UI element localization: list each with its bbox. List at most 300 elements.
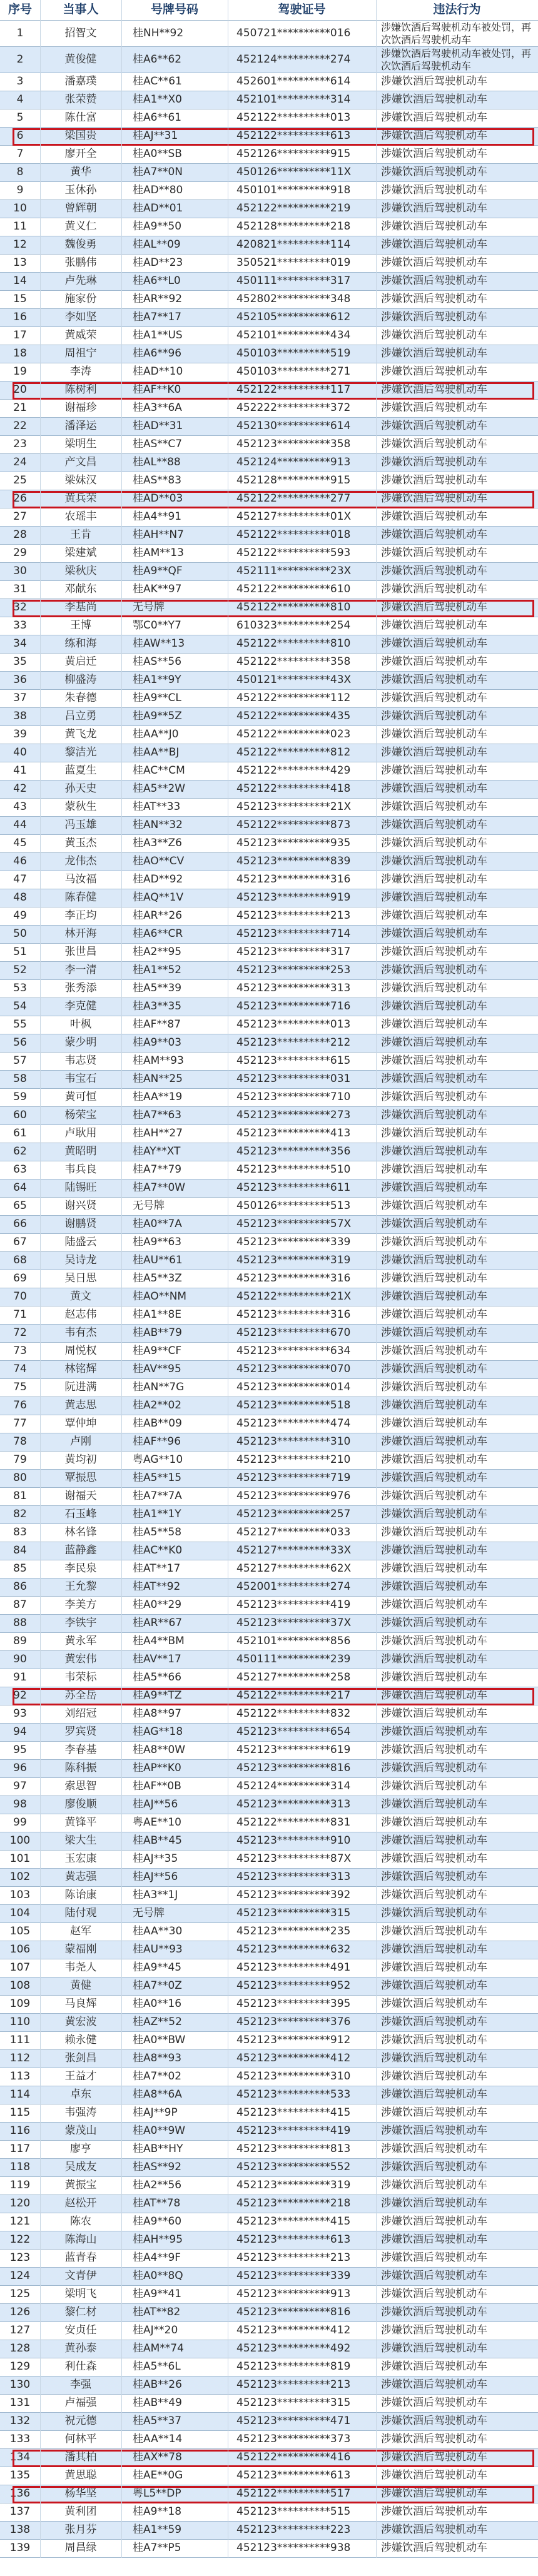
license-number: 452123**********412	[236, 2324, 351, 2337]
table-row	[0, 762, 538, 780]
violation-text: 涉嫌饮酒后驾驶机动车	[381, 1308, 487, 1321]
table-row	[0, 2540, 538, 2558]
table-row	[0, 1107, 538, 1125]
violation-text: 涉嫌饮酒后驾驶机动车	[381, 510, 487, 523]
table-row	[0, 1016, 538, 1034]
party-name: 周悦权	[64, 1345, 97, 1358]
violation-text: 涉嫌饮酒后驾驶机动车	[381, 256, 487, 270]
party-name: 曾辉朝	[64, 202, 97, 215]
violation-text: 涉嫌饮酒后驾驶机动车	[381, 1036, 487, 1049]
row-index: 48	[13, 891, 27, 904]
party-name: 韦有杰	[64, 1326, 97, 1340]
row-index: 10	[13, 202, 27, 215]
violation-text: 涉嫌饮酒后驾驶机动车	[381, 1417, 487, 1430]
row-index: 129	[9, 2360, 31, 2373]
party-name: 潘嘉璞	[64, 75, 97, 88]
license-number: 452123**********533	[236, 2088, 351, 2101]
table-row	[0, 2376, 538, 2395]
license-number: 452127**********01X	[236, 510, 352, 523]
violation-text: 涉嫌饮酒后驾驶机动车	[381, 565, 487, 578]
party-name: 韦兵良	[64, 1163, 97, 1176]
table-row	[0, 2268, 538, 2286]
plate-number: 桂AT**78	[133, 2197, 181, 2210]
license-number: 452123**********257	[236, 1508, 351, 1521]
violation-text: 涉嫌饮酒后驾驶机动车	[381, 547, 487, 560]
license-number: 452122**********277	[236, 492, 351, 505]
table-row	[0, 2014, 538, 2032]
table-row	[0, 2522, 538, 2540]
table-row	[0, 2340, 538, 2358]
table-row	[0, 146, 538, 164]
table-row	[0, 1651, 538, 1669]
violation-text: 涉嫌饮酒后驾驶机动车	[381, 2143, 487, 2156]
table-row	[0, 1433, 538, 1452]
row-index: 87	[13, 1599, 27, 1612]
plate-number: 桂AS**C7	[133, 438, 183, 451]
license-number: 452123**********714	[236, 927, 351, 941]
table-row	[0, 708, 538, 726]
table-row	[0, 998, 538, 1016]
table-row	[0, 1742, 538, 1760]
plate-number: 桂AF**0B	[133, 1780, 181, 1793]
violation-text: 涉嫌饮酒后驾驶机动车	[381, 202, 487, 215]
license-number: 452130**********614	[236, 420, 351, 433]
plate-number: 桂AB**79	[133, 1326, 182, 1340]
license-number: 450111**********239	[236, 1653, 351, 1666]
violation-text: 涉嫌饮酒后驾驶机动车	[381, 2523, 487, 2537]
plate-number: 桂A4**9F	[133, 2251, 181, 2265]
party-name: 邓献东	[64, 583, 97, 596]
table-row	[0, 1633, 538, 1651]
license-number: 452111**********23X	[236, 565, 352, 578]
row-index: 126	[9, 2306, 31, 2319]
table-row	[0, 1578, 538, 1597]
party-name: 马良辉	[64, 1998, 97, 2011]
license-number: 452123**********839	[236, 855, 351, 868]
violation-text: 涉嫌饮酒后驾驶机动车	[381, 2342, 487, 2355]
row-index: 52	[13, 964, 27, 977]
plate-number: 桂A0**BW	[133, 2034, 186, 2047]
plate-number: 桂A1**X0	[133, 93, 182, 106]
violation-text: 涉嫌饮酒后驾驶机动车	[381, 1363, 487, 1376]
table-row	[0, 545, 538, 563]
license-number: 452123**********213	[236, 909, 351, 922]
row-index: 139	[9, 2542, 31, 2555]
plate-number: 桂A5**39	[133, 982, 182, 995]
party-name: 卢耿用	[64, 1127, 97, 1140]
violation-text: 涉嫌饮酒后驾驶机动车	[381, 1707, 487, 1720]
violation-text: 涉嫌饮酒后驾驶机动车	[381, 474, 487, 487]
license-number: 452123**********356	[236, 1145, 351, 1158]
row-index: 27	[13, 510, 27, 523]
party-name: 黄健	[70, 1979, 91, 1993]
license-number: 452122**********831	[236, 1816, 351, 1829]
party-name: 杨华坚	[64, 2487, 97, 2500]
party-name: 卢刚	[70, 1435, 91, 1448]
party-name: 罗宾贤	[64, 1725, 97, 1739]
table-row	[0, 835, 538, 853]
table-row	[0, 21, 538, 47]
party-name: 黄志思	[64, 1399, 97, 1412]
plate-number: 桂AM**13	[133, 547, 184, 560]
violation-text: 涉嫌饮酒后驾驶机动车	[381, 946, 487, 959]
license-number: 452122**********013	[236, 111, 351, 124]
party-name: 谢兴贤	[64, 1200, 97, 1213]
violation-text: 涉嫌饮酒后驾驶机动车	[381, 1816, 487, 1829]
license-number: 452127**********258	[236, 1671, 351, 1684]
plate-number: 桂A7**02	[133, 2070, 182, 2083]
party-name: 陈仕富	[64, 111, 97, 124]
plate-number: 桂AD**23	[133, 256, 183, 270]
license-number: 610323**********254	[236, 619, 351, 632]
party-name: 卢先琳	[64, 275, 97, 288]
table-row	[0, 1397, 538, 1415]
plate-number: 桂A3**35	[133, 1000, 182, 1013]
license-number: 452123**********913	[236, 2288, 351, 2301]
party-name: 黄昭明	[64, 1145, 97, 1158]
plate-number: 桂AJ**31	[133, 129, 178, 143]
license-number: 452123**********634	[236, 1345, 351, 1358]
party-name: 梁秋庆	[64, 565, 97, 578]
row-index: 50	[13, 927, 27, 941]
table-row	[0, 744, 538, 762]
party-name: 张剑昌	[64, 2052, 97, 2065]
row-index: 31	[13, 583, 27, 596]
plate-number: 桂AR**26	[133, 909, 183, 922]
table-row	[0, 907, 538, 926]
plate-number: 桂A1**8E	[133, 1308, 182, 1321]
violation-text: 涉嫌饮酒后驾驶机动车	[381, 1907, 487, 1920]
party-name: 何林平	[64, 2433, 97, 2446]
row-index: 64	[13, 1181, 27, 1195]
license-number: 452123**********57X	[236, 1218, 352, 1231]
party-name: 利仕森	[64, 2360, 97, 2373]
license-number: 450126**********11X	[236, 166, 352, 179]
table-row	[0, 1959, 538, 1977]
violation-text: 涉嫌饮酒后驾驶机动车	[381, 2233, 487, 2246]
plate-number: 桂A7**7A	[133, 1490, 182, 1503]
plate-number: 桂A7**63	[133, 1109, 182, 1122]
table-row	[0, 2413, 538, 2431]
license-number: 452123**********013	[236, 1018, 351, 1031]
row-index: 57	[13, 1054, 27, 1068]
violation-text: 涉嫌饮酒后驾驶机动车	[381, 1435, 487, 1448]
violation-text: 涉嫌饮酒后驾驶机动车	[381, 1798, 487, 1811]
table-row	[0, 400, 538, 418]
table-row	[0, 581, 538, 599]
row-index: 88	[13, 1617, 27, 1630]
violation-text: 涉嫌饮酒后驾驶机动车	[381, 1526, 487, 1539]
violation-text: 涉嫌饮酒后驾驶机动车被处罚，再次饮酒后驾驶机动车	[381, 21, 532, 46]
license-number: 452122**********810	[236, 601, 351, 614]
party-name: 陈海山	[64, 2233, 97, 2246]
plate-number: 桂A9**CF	[133, 1345, 182, 1358]
party-name: 施家份	[64, 293, 97, 306]
license-number: 452123**********515	[236, 2505, 351, 2518]
row-index: 43	[13, 801, 27, 814]
license-number: 452123**********313	[236, 982, 351, 995]
plate-number: 桂AB**HY	[133, 2143, 183, 2156]
header-plate: 号牌号码	[150, 3, 198, 17]
party-name: 张月芬	[64, 2523, 97, 2537]
violation-text: 涉嫌饮酒后驾驶机动车	[381, 2306, 487, 2319]
party-name: 梁大生	[64, 1834, 97, 1847]
row-index: 115	[9, 2106, 31, 2119]
row-index: 46	[13, 855, 27, 868]
license-number: 452802**********348	[236, 293, 351, 306]
plate-number: 桂AB**26	[133, 2378, 182, 2392]
row-index: 51	[13, 946, 27, 959]
violation-text: 涉嫌饮酒后驾驶机动车	[381, 801, 487, 814]
party-name: 黄义仁	[64, 220, 97, 233]
license-number: 452123**********319	[236, 2179, 351, 2192]
table-row	[0, 599, 538, 617]
row-index: 30	[13, 565, 27, 578]
table-row	[0, 1216, 538, 1234]
row-index: 103	[9, 1889, 31, 1902]
violation-text: 涉嫌饮酒后驾驶机动车	[381, 2451, 487, 2464]
violation-text: 涉嫌饮酒后驾驶机动车	[381, 2034, 487, 2047]
table-row	[0, 2395, 538, 2413]
table-row	[0, 381, 538, 400]
party-name: 石玉峰	[64, 1508, 97, 1521]
table-row	[0, 690, 538, 708]
row-index: 41	[13, 764, 27, 777]
party-name: 蓝静鑫	[64, 1544, 97, 1557]
license-number: 452123**********213	[236, 2251, 351, 2265]
plate-number: 桂AA**BJ	[133, 746, 180, 759]
party-name: 陈科振	[64, 1762, 97, 1775]
violation-text: 涉嫌饮酒后驾驶机动车	[381, 1998, 487, 2011]
party-name: 周祖宁	[64, 347, 97, 360]
plate-number: 桂AS**92	[133, 2161, 182, 2174]
table-row	[0, 926, 538, 944]
column-divider	[40, 0, 41, 2558]
header-party: 当事人	[63, 3, 99, 17]
party-name: 叶枫	[70, 1018, 91, 1031]
party-name: 黄华	[70, 166, 91, 179]
party-name: 张荣赞	[64, 93, 97, 106]
party-name: 黄志强	[64, 1871, 97, 1884]
plate-number: 桂A6**61	[133, 111, 182, 124]
violation-text: 涉嫌饮酒后驾驶机动车	[381, 2161, 487, 2174]
row-index: 119	[9, 2179, 31, 2192]
plate-number: 桂AH**N7	[133, 528, 184, 542]
violation-text: 涉嫌饮酒后驾驶机动车	[381, 166, 487, 179]
plate-number: 桂AG**18	[133, 1725, 183, 1739]
row-index: 134	[9, 2451, 31, 2464]
plate-number: 桂A4**91	[133, 510, 182, 523]
table-row	[0, 2195, 538, 2213]
license-number: 452122**********219	[236, 202, 351, 215]
table-row	[0, 563, 538, 581]
party-name: 蓝青春	[64, 2251, 97, 2265]
row-index: 72	[13, 1326, 27, 1340]
violation-text: 涉嫌饮酒后驾驶机动车	[381, 1236, 487, 1249]
plate-number: 桂A9**63	[133, 1236, 182, 1249]
party-name: 蒙福刚	[64, 1943, 97, 1956]
row-index: 137	[9, 2505, 31, 2518]
plate-number: 桂A7**P5	[133, 2542, 181, 2555]
table-row	[0, 1089, 538, 1107]
plate-number: 桂A5**6L	[133, 2360, 181, 2373]
row-index: 54	[13, 1000, 27, 1013]
table-row	[0, 1851, 538, 1869]
license-number: 452122**********812	[236, 746, 351, 759]
table-row	[0, 2250, 538, 2268]
table-row	[0, 1053, 538, 1071]
violation-text: 涉嫌饮酒后驾驶机动车	[381, 2251, 487, 2265]
violation-text: 涉嫌饮酒后驾驶机动车	[381, 2487, 487, 2500]
license-number: 452123**********471	[236, 2415, 351, 2428]
party-name: 魏俊勇	[64, 238, 97, 251]
party-name: 陆锡旺	[64, 1181, 97, 1195]
plate-number: 桂AD**01	[133, 202, 183, 215]
violation-text: 涉嫌饮酒后驾驶机动车	[381, 1290, 487, 1303]
violation-text: 涉嫌饮酒后驾驶机动车	[381, 1562, 487, 1575]
party-name: 李民泉	[64, 1562, 97, 1575]
row-index: 138	[9, 2523, 31, 2537]
row-index: 13	[13, 256, 27, 270]
plate-number: 桂AM**93	[133, 1054, 184, 1068]
party-name: 覃仲坤	[64, 1417, 97, 1430]
row-index: 58	[13, 1073, 27, 1086]
party-name: 黄兵荣	[64, 492, 97, 505]
license-number: 452123**********235	[236, 1925, 351, 1938]
party-name: 陆付观	[64, 1907, 97, 1920]
license-number: 452122**********21X	[236, 1290, 352, 1303]
license-number: 452123**********910	[236, 1834, 351, 1847]
violation-text: 涉嫌饮酒后驾驶机动车	[381, 2179, 487, 2192]
table-row	[0, 617, 538, 635]
party-name: 陆盛云	[64, 1236, 97, 1249]
license-number: 452123**********419	[236, 1599, 351, 1612]
plate-number: 桂A0**7A	[133, 1218, 182, 1231]
plate-number: 桂AH**27	[133, 1127, 183, 1140]
row-index: 108	[9, 1979, 31, 1993]
party-name: 李美方	[64, 1599, 97, 1612]
plate-number: 桂AE**0G	[133, 2469, 183, 2482]
violation-text: 涉嫌饮酒后驾驶机动车	[381, 982, 487, 995]
row-index: 35	[13, 655, 27, 669]
row-index: 37	[13, 692, 27, 705]
row-index: 85	[13, 1562, 27, 1575]
table-row	[0, 1615, 538, 1633]
row-index: 90	[13, 1653, 27, 1666]
row-index: 100	[9, 1834, 31, 1847]
violation-text: 涉嫌饮酒后驾驶机动车	[381, 275, 487, 288]
plate-number: 桂A8**6A	[133, 2088, 182, 2101]
party-name: 赵松开	[64, 2197, 97, 2210]
violation-text: 涉嫌饮酒后驾驶机动车	[381, 329, 487, 342]
row-index: 105	[9, 1925, 31, 1938]
plate-number: 桂A7**0Z	[133, 1979, 182, 1993]
column-divider	[121, 0, 122, 2558]
plate-number: 桂AS**56	[133, 655, 182, 669]
plate-number: 桂AU**93	[133, 1943, 183, 1956]
violation-text: 涉嫌饮酒后驾驶机动车	[381, 1635, 487, 1648]
row-index: 83	[13, 1526, 27, 1539]
table-row	[0, 672, 538, 690]
row-index: 8	[16, 166, 24, 179]
plate-number: 桂AT**33	[133, 801, 181, 814]
row-index: 82	[13, 1508, 27, 1521]
license-number: 452122**********117	[236, 383, 351, 397]
violation-text: 涉嫌饮酒后驾驶机动车	[381, 311, 487, 324]
table-row	[0, 2304, 538, 2322]
license-number: 450121**********43X	[236, 674, 352, 687]
violation-text: 涉嫌饮酒后驾驶机动车	[381, 692, 487, 705]
violation-text: 涉嫌饮酒后驾驶机动车	[381, 2124, 487, 2138]
table-row	[0, 1343, 538, 1361]
license-number: 452122**********435	[236, 710, 351, 723]
table-row	[0, 2213, 538, 2231]
row-index: 109	[9, 1998, 31, 2011]
party-name: 张鹏伟	[64, 256, 97, 270]
party-name: 韦宝石	[64, 1073, 97, 1086]
violation-text: 涉嫌饮酒后驾驶机动车	[381, 111, 487, 124]
table-row	[0, 1161, 538, 1179]
license-number: 452101**********434	[236, 329, 351, 342]
license-number: 452123**********816	[236, 2306, 351, 2319]
table-row	[0, 1814, 538, 1832]
violation-text: 涉嫌饮酒后驾驶机动车	[381, 2052, 487, 2065]
table-row	[0, 1179, 538, 1198]
row-index: 56	[13, 1036, 27, 1049]
violation-text: 涉嫌饮酒后驾驶机动车	[381, 1744, 487, 1757]
party-name: 朱春德	[64, 692, 97, 705]
violation-text: 涉嫌饮酒后驾驶机动车	[381, 1490, 487, 1503]
plate-number: 桂AJ**9P	[133, 2106, 178, 2119]
row-index: 112	[9, 2052, 31, 2065]
violation-text: 涉嫌饮酒后驾驶机动车	[381, 1671, 487, 1684]
row-index: 11	[13, 220, 27, 233]
table-row	[0, 1252, 538, 1270]
license-number: 452101**********856	[236, 1635, 351, 1648]
license-number: 452122**********018	[236, 528, 351, 542]
table-row	[0, 91, 538, 109]
violation-text: 涉嫌饮酒后驾驶机动车	[381, 1653, 487, 1666]
party-name: 黄均初	[64, 1453, 97, 1467]
plate-number: 桂AJ**56	[133, 1798, 178, 1811]
row-index: 71	[13, 1308, 27, 1321]
row-index: 81	[13, 1490, 27, 1503]
party-name: 李正均	[64, 909, 97, 922]
row-index: 91	[13, 1671, 27, 1684]
license-number: 452122**********832	[236, 1707, 351, 1720]
violation-text: 涉嫌饮酒后驾驶机动车	[381, 1889, 487, 1902]
table-row	[0, 2177, 538, 2195]
license-number: 452123**********613	[236, 2469, 351, 2482]
violation-text: 涉嫌饮酒后驾驶机动车	[381, 1472, 487, 1485]
row-index: 78	[13, 1435, 27, 1448]
license-number: 452123**********654	[236, 1725, 351, 1739]
plate-number: 桂AD**10	[133, 365, 183, 378]
party-name: 韦志贤	[64, 1054, 97, 1068]
plate-number: 桂A5**37	[133, 2415, 182, 2428]
table-row	[0, 1887, 538, 1905]
party-name: 潘其柏	[64, 2451, 97, 2464]
plate-number: 桂AC**K0	[133, 1544, 183, 1557]
table-row	[0, 1669, 538, 1687]
license-number: 452123**********315	[236, 2397, 351, 2410]
table-row	[0, 1560, 538, 1578]
violation-text: 涉嫌饮酒后驾驶机动车	[381, 2324, 487, 2337]
row-index: 20	[13, 383, 27, 397]
table-row	[0, 817, 538, 835]
violation-text: 涉嫌饮酒后驾驶机动车	[381, 2197, 487, 2210]
plate-number: 桂A3**6A	[133, 402, 182, 415]
